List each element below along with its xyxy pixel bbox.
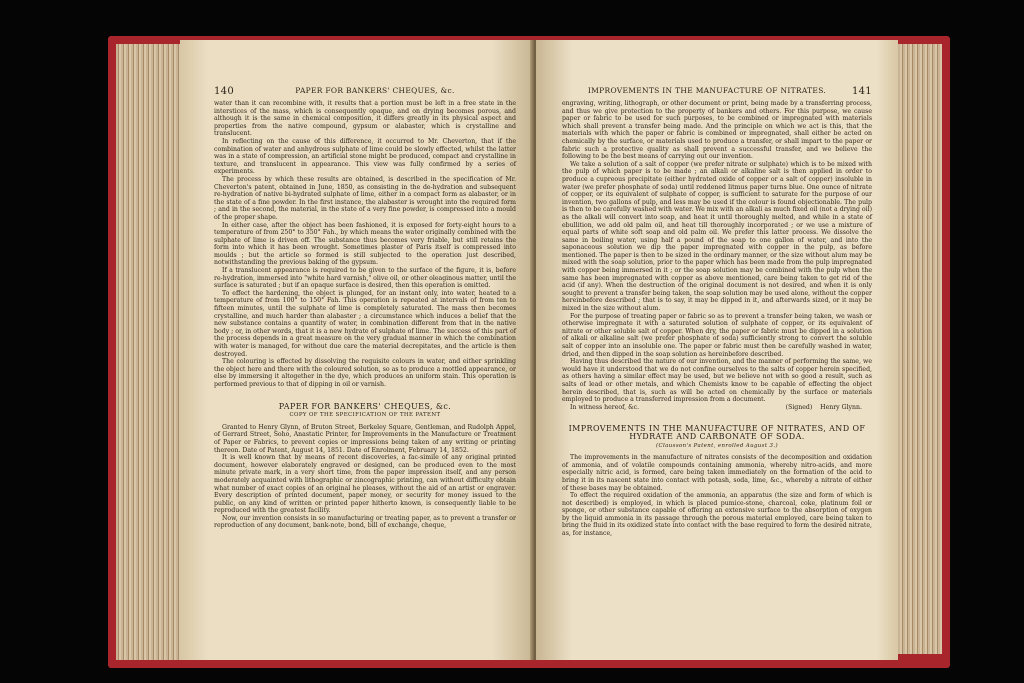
paragraph: If a translucent appearance is required to be given to the surface of the figure, it is, before re-hydration, immersed into "white hard varnish," olive oil, or other oleaginous matter, until the surface is saturated ; but if an opaque surface is desired, then this operation is omitted. bbox=[214, 267, 516, 290]
left-page bbox=[180, 40, 534, 660]
signatory: Henry Glynn. bbox=[820, 403, 862, 411]
paragraph: The process by which these results are obtained, is described in the specification of Mr. Cheverton's patent, obtained in June, 1850, as consisting in the de-hydration and subsequent re-hydration of native bi-hydrated sulphate of lime, either in a compact form as alabaster, or in the state of a fine powder. In the first instance, the alabaster is wrought into the required form ; and in the second, the material, in the state of a very fine powder, is compressed into a mould of the proper shape. bbox=[214, 175, 516, 221]
right-running-title: IMPROVEMENTS IN THE MANUFACTURE OF NITRATES. bbox=[587, 86, 827, 95]
section-subheading: COPY OF THE SPECIFICATION OF THE PATENT bbox=[289, 412, 441, 419]
paragraph: It is well known that by means of recent discoveries, a fac-simile of any original printed document, however elaborately engraved or designed, can be produced even to the most minute private mark, in a very short time, from the paper impression itself, and any person moderately acquainted with lithographic or zincographic printing, can without difficulty obtain what number of exact copies of an original he pleases, without the aid of an artist or engraver. Every description of printed document, paper money, or security for money issued to the public, on any kind of written or printed paper hitherto known, is consequently liable to be reproduced with the greatest facility. bbox=[214, 454, 516, 515]
grant-paragraph: Granted to Henry Glynn, of Bruton Street, Berkeley Square, Gentleman, and Rudolph Appel, of Gerrard Street, Soho, Anastatic Printer, for Improvements in the Manufacture or Treatment of Paper or Fabrics, to prevent copies or impressions being taken of any writing or printing thereon. Date of Patent, August 14, 1851. Date of Enrolment, February 14, 1852. bbox=[214, 423, 516, 454]
paragraph: Now, our invention consists in so manufacturing or treating paper, as to prevent a transfer or reproduction of any document, bank-note, bond, bill of exchange, cheque, bbox=[214, 514, 516, 530]
paragraph: The improvements in the manufacture of nitrates consists of the decomposition and oxidation of ammonia, and of volatile compounds containing ammonia, whereby nitro-acids, and more especially nitric acid, is formed, care being taken immediately on the formation of the acid to bring it in its nascent state into contact with potash, soda, lime, &c., whereby a nitrate of either of these bases may be obtained. bbox=[562, 454, 872, 492]
paragraph: The colouring is effected by dissolving the requisite colours in water, and either sprinkling the object here and there with the coloured solution, so as to produce a mottled appearance, or else by immersing it altogether in the dye, which produces an uniform stain. This operation is performed previous to that of dipping in oil or varnish. bbox=[214, 358, 516, 388]
paragraph: In either case, after the object has been fashioned, it is exposed for forty-eight hours to a temperature of from 250° to 350° Fah., by which means the water originally combined with the sulphate of lime is driven off. The substance thus becomes very friable, but still retains the form into which it has been wrought. Sometimes plaster of Paris itself is compressed into moulds ; but the article so formed is still subjected to the operation just described, notwithstanding the previous baking of the gypsum. bbox=[214, 221, 516, 267]
left-page-edges bbox=[116, 44, 186, 660]
paragraph: For the purpose of treating paper or fabric so as to prevent a transfer being taken, we wash or otherwise impregnate it with a saturated solution of sulphate of copper, or its equivalent of nitrate or other soluble salt of copper. When dry, the paper or fabric must be dipped in a solution of alkali or alkaline salt (we prefer phosphate of soda) sufficiently strong to convert the soluble salt of copper into an insoluble one. The paper or fabric must then be carefully washed in water, dried, and then dipped in the soap solution as hereinbefore described. bbox=[562, 312, 872, 358]
right-page-number: 141 bbox=[851, 86, 872, 97]
left-running-title: PAPER FOR BANKERS' CHEQUES, &c. bbox=[295, 86, 455, 95]
right-page bbox=[536, 40, 898, 660]
signed-label: (Signed) bbox=[785, 403, 813, 411]
open-book bbox=[108, 36, 950, 668]
left-page-number: 140 bbox=[214, 86, 234, 97]
paragraph: In reflecting on the cause of this difference, it occurred to Mr. Cheverton, that if the combination of water and anhydrous sulphate of lime could be slowly effected, whilst the latter was in a state of compression, an artificial stone might be produced, compact and crystalline in texture, and translucent in appearance. This view was fully confirmed by a series of experiments. bbox=[214, 137, 516, 176]
paragraph: Having thus described the nature of our invention, and the manner of performing the same, we would have it understood that we do not confine ourselves to the salts of copper herein specified, as others having a similar effect may be used, but we believe not with so good a result, such as salts of lead or other metals, and which Chemists know to be capable of effecting the object herein described, that is, such as will be acted on chemically by the surface or materials employed to produce a transferred impression from a document. bbox=[562, 358, 872, 404]
section-heading: PAPER FOR BANKERS' CHEQUES, &c. bbox=[278, 401, 452, 411]
right-page-content bbox=[562, 80, 872, 646]
signature-line bbox=[562, 404, 872, 412]
left-page-content bbox=[214, 80, 516, 646]
paragraph: water than it can recombine with, it results that a portion must be left in a free state in the interstices of the mass, which is consequently opaque, and on drying becomes porous, and although it is the same in chemical composition, it differs greatly in its physical aspect and properties from the native compound, gypsum or alabaster, which is crystalline and translucent. bbox=[214, 100, 516, 138]
paragraph: To effect the hardening, the object is plunged, for an instant only, into water, heated to a temperature of from 100° to 150° Fah. This operation is repeated at intervals of from ten to fifteen minutes, until the sulphate of lime is completely saturated. The mass then becomes crystalline, and much harder than alabaster ; a circumstance which induces a belief that the new substance contains a quantity of water, in combination different from that in the native body ; or, in other words, that it is a new hydrate of sulphate of lime. The success of this part of the process depends in a great measure on the very gradual manner in which the combination with water is managed, for without due care the material decrepitates, and the article is then destroyed. bbox=[214, 289, 516, 358]
paragraph: To effect the required oxidation of the ammonia, an apparatus (the size and form of which is not described) is employed, in which is placed pumice-stone, charcoal, coke, platinum foil or sponge, or other substance capable of offering an extensive surface to the absorption of oxygen by the liquid ammonia in its passage through the porous material employed, care being taken to bring the fluid in its oxidized state into contact with the base required to form the desired nitrate, as, for instance, bbox=[562, 492, 872, 538]
paragraph: engraving, writing, lithograph, or other document or print, being made by a transferring process, and thus we give protection to the property of bankers and others. For this purpose, we cause paper or fabric to be used for such purposes, to be combined or impregnated with materials which shall prevent a transfer being made. And the principle on which we act is this, that the materials with which the paper or fabric is combined or impregnated, shall either be acted on chemically by the surface, or materials used to produce a transfer, or shall impart to the paper or fabric such a protective quality as shall prevent a successful transfer, and we believe the following to be the best means of carrying out our invention. bbox=[562, 100, 872, 161]
witness-text: In witness hereof, &c. bbox=[570, 403, 640, 411]
section-subheading: (Clausson's Patent, enrolled August 3.) bbox=[656, 442, 778, 449]
paragraph: We take a solution of a salt of copper (we prefer nitrate or sulphate) which is to be mixed with the pulp of which paper is to be made ; an alkali or alkaline salt is then applied in order to produce a cupreous precipitate (either hydrated oxide of copper or a salt of copper) insoluble in water (we prefer phosphate of soda) until reddened litmus paper turns blue. One ounce of nitrate of copper, or its equivalent of sulphate of copper, is sufficient to saturate for the purpose of our invention, two gallons of pulp, and less may be used if the colour is found objectionable. The pulp is then to be carefully washed with water. We mix with an alkali as much fixed oil (not a drying oil) as the alkali will convert into soap, and heat it until thoroughly melted, and while in a state of ebullition, we add old palm oil, and heat till thoroughly incorporated ; or we use a mixture of equal parts of white soft soap and old palm oil. We prefer this latter process. We dissolve the same in boiling water, using half a pound of the soap to one gallon of water, and into the saponaceous solution we dip the paper impregnated with copper in the pulp, as before mentioned. The paper is then to be sized in the ordinary manner, or the size without alum may be mixed with the soap solution, prior to the paper which has been made from the pulp impregnated with copper being immersed in it ; or the soap solution may be combined with the pulp when the same has been impregnated with copper as above mentioned, care being taken to get rid of the acid (if any). When the destruction of the original document is not desired, and when it is only sought to prevent a transfer being taken, the soap solution may be used alone, without the copper hereinbefore described ; that is to say, it may be dipped in it, and afterwards sized, or it may be mixed in the size without alum. bbox=[562, 160, 872, 313]
section-heading: IMPROVEMENTS IN THE MANUFACTURE OF NITRATES, AND OF HYDRATE AND CARBONATE OF SODA. bbox=[568, 424, 866, 441]
